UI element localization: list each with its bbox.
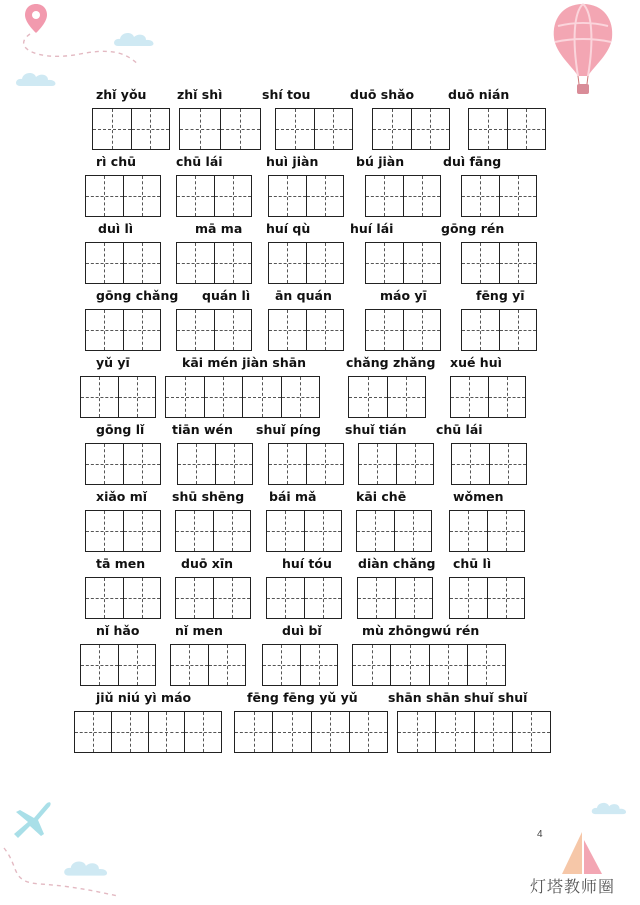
pinyin-label: quán lì (202, 288, 251, 303)
character-cell[interactable] (403, 176, 441, 216)
character-cell[interactable] (166, 377, 204, 417)
character-cell[interactable] (304, 511, 342, 551)
pinyin-label: ān quán (275, 288, 332, 303)
pinyin-label: duì bǐ (282, 623, 322, 638)
tianzige-writing-grid[interactable] (80, 644, 156, 686)
character-cell[interactable] (512, 712, 550, 752)
pinyin-label: xiǎo mǐ (96, 489, 148, 504)
pinyin-label: fēng yī (476, 288, 525, 303)
pinyin-label: gōng rén (441, 221, 505, 236)
character-cell[interactable] (86, 444, 123, 484)
character-cell[interactable] (357, 511, 394, 551)
tianzige-writing-grid[interactable] (165, 376, 320, 418)
character-cell[interactable] (111, 712, 148, 752)
pinyin-label: zhǐ yǒu (96, 87, 147, 102)
character-cell[interactable] (366, 310, 403, 350)
character-cell[interactable] (171, 645, 208, 685)
character-cell[interactable] (314, 109, 353, 149)
hot-air-balloon-icon (548, 0, 618, 100)
character-cell[interactable] (387, 377, 426, 417)
tianzige-writing-grid[interactable] (74, 711, 222, 753)
character-cell[interactable] (373, 109, 411, 149)
character-cell[interactable] (396, 444, 434, 484)
cloud-icon (590, 800, 630, 816)
pinyin-label: gōng chǎng (96, 288, 179, 303)
pinyin-label: duō nián (448, 87, 510, 102)
character-cell[interactable] (469, 109, 507, 149)
character-cell[interactable] (403, 310, 441, 350)
character-cell[interactable] (359, 444, 396, 484)
character-cell[interactable] (452, 444, 489, 484)
tianzige-writing-grid[interactable] (365, 175, 441, 217)
character-cell[interactable] (75, 712, 111, 752)
tianzige-writing-grid[interactable] (268, 242, 344, 284)
character-cell[interactable] (306, 444, 344, 484)
pinyin-label: jiǔ niú yì máo (96, 690, 192, 705)
tianzige-writing-grid[interactable] (234, 711, 388, 753)
character-cell[interactable] (235, 712, 272, 752)
character-cell[interactable] (467, 645, 505, 685)
character-cell[interactable] (462, 176, 499, 216)
character-cell[interactable] (366, 176, 403, 216)
character-cell[interactable] (176, 578, 213, 618)
tianzige-writing-grid[interactable] (365, 309, 441, 351)
pinyin-label: chū lì (453, 556, 492, 571)
character-cell[interactable] (269, 243, 306, 283)
character-cell[interactable] (390, 645, 428, 685)
character-cell[interactable] (411, 109, 450, 149)
character-cell[interactable] (267, 578, 304, 618)
pinyin-label: mā ma (195, 221, 243, 236)
tianzige-writing-grid[interactable] (85, 309, 161, 351)
tianzige-writing-grid[interactable] (449, 510, 525, 552)
character-cell[interactable] (177, 176, 214, 216)
character-cell[interactable] (366, 243, 403, 283)
pinyin-label: gōng lǐ (96, 422, 145, 437)
character-cell[interactable] (306, 176, 344, 216)
tianzige-writing-grid[interactable] (372, 108, 450, 150)
tianzige-writing-grid[interactable] (365, 242, 441, 284)
character-cell[interactable] (499, 176, 537, 216)
character-cell[interactable] (349, 712, 387, 752)
pinyin-label: tā men (96, 556, 146, 571)
tianzige-writing-grid[interactable] (358, 443, 434, 485)
pinyin-label: shí tou (262, 87, 311, 102)
character-cell[interactable] (86, 243, 123, 283)
character-cell[interactable] (488, 377, 526, 417)
pinyin-label: huí lái (350, 221, 394, 236)
tianzige-writing-grid[interactable] (451, 443, 527, 485)
tianzige-writing-grid[interactable] (175, 510, 251, 552)
pinyin-label: diàn chǎng (358, 556, 436, 571)
character-cell[interactable] (272, 712, 310, 752)
character-cell[interactable] (489, 444, 527, 484)
tianzige-writing-grid[interactable] (175, 577, 251, 619)
character-cell[interactable] (269, 310, 306, 350)
character-cell[interactable] (214, 243, 252, 283)
character-cell[interactable] (300, 645, 338, 685)
tianzige-writing-grid[interactable] (266, 577, 342, 619)
character-cell[interactable] (395, 578, 433, 618)
character-cell[interactable] (462, 243, 499, 283)
pinyin-label: shuǐ píng (256, 422, 321, 437)
character-cell[interactable] (204, 377, 243, 417)
page-number: 4 (537, 829, 543, 840)
pinyin-label: duì lì (98, 221, 134, 236)
pinyin-label: fēng fēng yǔ yǔ (247, 690, 358, 705)
character-cell[interactable] (306, 243, 344, 283)
character-cell[interactable] (462, 310, 499, 350)
character-cell[interactable] (435, 712, 473, 752)
pinyin-label: huí tóu (282, 556, 332, 571)
character-cell[interactable] (499, 243, 537, 283)
pinyin-label: chū lái (176, 154, 223, 169)
pinyin-label: duō shǎo (350, 87, 415, 102)
character-cell[interactable] (487, 578, 525, 618)
character-cell[interactable] (123, 243, 161, 283)
cloud-icon (112, 30, 158, 48)
tianzige-writing-grid[interactable] (92, 108, 170, 150)
character-cell[interactable] (176, 511, 213, 551)
pinyin-label: rì chū (96, 154, 137, 169)
character-cell[interactable] (86, 578, 123, 618)
character-cell[interactable] (86, 176, 123, 216)
character-cell[interactable] (269, 444, 306, 484)
pinyin-label: wǒmen (453, 489, 504, 504)
character-cell[interactable] (451, 377, 488, 417)
pinyin-label: nǐ hǎo (96, 623, 140, 638)
pinyin-label: nǐ men (175, 623, 223, 638)
character-cell[interactable] (214, 310, 252, 350)
character-cell[interactable] (306, 310, 344, 350)
tianzige-writing-grid[interactable] (85, 443, 161, 485)
pinyin-label: tiān wén (172, 422, 233, 437)
character-cell[interactable] (93, 109, 131, 149)
character-cell[interactable] (358, 578, 395, 618)
tianzige-writing-grid[interactable] (461, 309, 537, 351)
character-cell[interactable] (215, 444, 253, 484)
character-cell[interactable] (220, 109, 261, 149)
tianzige-writing-grid[interactable] (179, 108, 261, 150)
character-cell[interactable] (304, 578, 342, 618)
tianzige-writing-grid[interactable] (352, 644, 506, 686)
character-cell[interactable] (269, 176, 306, 216)
tianzige-writing-grid[interactable] (357, 577, 433, 619)
character-cell[interactable] (499, 310, 537, 350)
pinyin-label: zhǐ shì (177, 87, 223, 102)
pinyin-label: mù zhōngwú rén (362, 623, 480, 638)
pinyin-label: yǔ yī (96, 355, 130, 370)
character-cell[interactable] (398, 712, 435, 752)
character-cell[interactable] (123, 511, 161, 551)
character-cell[interactable] (123, 310, 161, 350)
character-cell[interactable] (81, 377, 118, 417)
tianzige-writing-grid[interactable] (85, 577, 161, 619)
cloud-icon (62, 858, 112, 878)
pinyin-label: bái mǎ (269, 489, 317, 504)
sailboat-icon (556, 830, 606, 880)
character-cell[interactable] (123, 444, 161, 484)
pinyin-label: bú jiàn (356, 154, 405, 169)
pinyin-label: shuǐ tián (345, 422, 407, 437)
pinyin-label: kāi chē (356, 489, 407, 504)
pinyin-label: huí qù (266, 221, 311, 236)
tianzige-writing-grid[interactable] (449, 577, 525, 619)
character-cell[interactable] (123, 578, 161, 618)
character-cell[interactable] (86, 310, 123, 350)
cloud-icon (14, 70, 60, 88)
tianzige-writing-grid[interactable] (348, 376, 426, 418)
tianzige-writing-grid[interactable] (461, 175, 537, 217)
airplane-icon (8, 794, 56, 842)
character-cell[interactable] (450, 578, 487, 618)
tianzige-writing-grid[interactable] (275, 108, 353, 150)
pinyin-label: xué huì (450, 355, 502, 370)
character-cell[interactable] (487, 511, 525, 551)
character-cell[interactable] (214, 176, 252, 216)
character-cell[interactable] (148, 712, 185, 752)
character-cell[interactable] (353, 645, 390, 685)
character-cell[interactable] (403, 243, 441, 283)
character-cell[interactable] (349, 377, 387, 417)
pinyin-label: kāi mén jiàn shān (182, 355, 307, 370)
tianzige-writing-grid[interactable] (468, 108, 546, 150)
tianzige-writing-grid[interactable] (176, 309, 252, 351)
tianzige-writing-grid[interactable] (85, 242, 161, 284)
tianzige-writing-grid[interactable] (268, 175, 344, 217)
pinyin-label: shān shān shuǐ shuǐ (388, 690, 528, 705)
pinyin-label: huì jiàn (266, 154, 319, 169)
tianzige-writing-grid[interactable] (262, 644, 338, 686)
character-cell[interactable] (180, 109, 220, 149)
character-cell[interactable] (281, 377, 320, 417)
character-cell[interactable] (118, 377, 156, 417)
character-cell[interactable] (507, 109, 546, 149)
character-cell[interactable] (178, 444, 215, 484)
character-cell[interactable] (177, 243, 214, 283)
character-cell[interactable] (474, 712, 512, 752)
character-cell[interactable] (242, 377, 281, 417)
pinyin-label: chū lái (436, 422, 483, 437)
tianzige-writing-grid[interactable] (266, 510, 342, 552)
tianzige-writing-grid[interactable] (461, 242, 537, 284)
character-cell[interactable] (263, 645, 300, 685)
pinyin-label: máo yī (380, 288, 427, 303)
character-cell[interactable] (429, 645, 467, 685)
pinyin-label: chǎng zhǎng (346, 355, 436, 370)
tianzige-writing-grid[interactable] (85, 175, 161, 217)
character-cell[interactable] (276, 109, 314, 149)
character-cell[interactable] (177, 310, 214, 350)
tianzige-writing-grid[interactable] (176, 175, 252, 217)
tianzige-writing-grid[interactable] (80, 376, 156, 418)
tianzige-writing-grid[interactable] (85, 510, 161, 552)
pinyin-label: duō xīn (181, 556, 234, 571)
character-cell[interactable] (123, 176, 161, 216)
tianzige-writing-grid[interactable] (268, 443, 344, 485)
tianzige-writing-grid[interactable] (268, 309, 344, 351)
watermark: 灯塔教师圈 (530, 877, 616, 896)
tianzige-writing-grid[interactable] (397, 711, 551, 753)
pinyin-label: shū shēng (172, 489, 245, 504)
character-cell[interactable] (208, 645, 246, 685)
character-cell[interactable] (118, 645, 156, 685)
character-cell[interactable] (213, 578, 251, 618)
character-cell[interactable] (86, 511, 123, 551)
tianzige-writing-grid[interactable] (450, 376, 526, 418)
character-cell[interactable] (394, 511, 432, 551)
character-cell[interactable] (267, 511, 304, 551)
tianzige-writing-grid[interactable] (177, 443, 253, 485)
tianzige-writing-grid[interactable] (170, 644, 246, 686)
character-cell[interactable] (450, 511, 487, 551)
character-cell[interactable] (213, 511, 251, 551)
character-cell[interactable] (81, 645, 118, 685)
tianzige-writing-grid[interactable] (356, 510, 432, 552)
character-cell[interactable] (184, 712, 221, 752)
character-cell[interactable] (311, 712, 349, 752)
pinyin-label: duì fāng (443, 154, 502, 169)
tianzige-writing-grid[interactable] (176, 242, 252, 284)
character-cell[interactable] (131, 109, 170, 149)
